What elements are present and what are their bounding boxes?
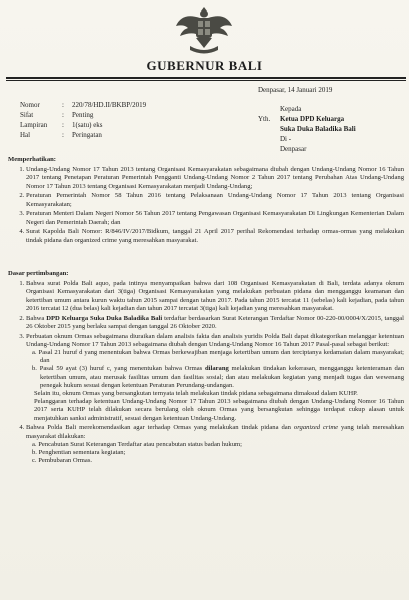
address-line-1: Ketua DPD Keluarga <box>280 115 345 123</box>
sub-item: b. Penghentian sementara kegiatan; <box>32 449 126 457</box>
header-rule-thin <box>6 80 406 81</box>
meta-label: Hal <box>20 131 31 139</box>
sub-item: c. Pembubaran Ormas. <box>32 457 93 465</box>
garuda-emblem-icon <box>174 4 234 56</box>
sub-item: a. Pasal 21 huruf d yang menentukan bahwa Ormas berkewajiban menjaga ketertiban umum dan terciptanya kedamaian dalam masyarakat; dan <box>32 349 404 365</box>
list-item: 2. Bahwa DPD Keluarga Suka Duka Baladika Bali terdaftar berdasarkan Surat Keterangan Terdaftar Nomor 00-220-00/0004/X/2015, tanggal 26 Oktober 2015 yang berlaku sampai dengan tanggal 26 Oktober 2020. <box>26 315 404 331</box>
list-item: 4. Surat Kapolda Bali Nomor: R/846/IV/2017/Bidkum, tanggal 21 April 2017 perihal Rekomendasi terhadap ormas-ormas yang melakukan tindak pidana dan organized crime yang meresahkan masyarakat. <box>26 228 404 244</box>
address-yth: Yth. <box>258 115 271 123</box>
address-line-4: Denpasar <box>280 145 307 153</box>
meta-label: Sifat <box>20 111 34 119</box>
meta-row-sifat: Sifat : Penting <box>20 111 94 119</box>
meta-label: Lampiran <box>20 121 48 129</box>
list-item: 1. Bahwa surat Polda Bali aquo, pada intinya menyampaikan bahwa dari 108 Organisasi Kemasyarakatan di Bali, terdata adanya oknum Organisasi Kemasyarakatan dari 3(tiga) Organisasi Kemasyarakatan yang melakukan perbuatan pidana dan mengganggu keamanan dan ketertiban umum antara kurun waktu tahun 2015 sampai dengan tahun 2017. Pada tahun 2015 tercatat 11 (sebelas) kali kejadian, pada tahun 2016 tercatat 12 (dua belas) kali kejadian dan tahun 2017 tercatat 3(tiga) kali kejadian yang meresahkan masyarakat. <box>26 280 404 313</box>
list-item: 3. Perbuatan oknum Ormas sebagaimana diuraikan dalam analisis fakta dan analisis yuridis Polda Bali dapat dikategorikan melanggar ketentuan Undang-Undang Nomor 17 Tahun 2013 sebagaimana diubah dengan Undang-Undang Nomor 16 Tahun 2017 Pasal-pasal sebagai berikut: a. Pasal 21 huruf d yang menentukan bahwa Ormas berkewajiban menjaga ketertiban umum dan terciptanya kedamaian dalam masyarakat; dan b. Pasal 59 ayat (3) huruf c, yang menentukan bahwa Ormas dilarang melakukan tindakan kekerasan, mengganggu ketenteraman dan ketertiban umum, atau merusak fasilitas umum dan fasilitas sosial; dan atau melakukan kegiatan yang menjadi tugas dan wewenang penegak hukum sesuai dengan ketentuan Peraturan Perundang-undangan. Selain itu, oknum Ormas yang bersangkutan ternyata telah melakukan tindak pidana sebagaimana dimaksud dalam KUHP. Pelanggaran terhadap ketentuan Undang-Undang Nomor 17 Tahun 2013 sebagaimana diubah dengan Undang-Undang Nomor 16 Tahun 2017 serta KUHP telah dilakukan secara berulang oleh oknum Ormas yang bersangkutan sehingga terdapat cukup alasan untuk menjatuhkan sanksi administratif, sesuai dengan ketentuan Undang-Undang. <box>26 333 404 423</box>
meta-row-hal: Hal : Peringatan <box>20 131 102 139</box>
list-item: 1. Undang-Undang Nomor 17 Tahun 2013 tentang Organisasi Kemasyarakatan sebagaimana diubah dengan Undang-Undang Nomor 16 Tahun 2017 tentang Penetapan Peraturan Pemerintah Pengganti Undang-Undang Nomor 2 Tahun 2017 tentang Perubahan Atas Undang-Undang Nomor 17 Tahun 2013 tentang Organisasi Kemasyarakatan menjadi Undang-Undang; <box>26 166 404 191</box>
address-kepada: Kepada <box>280 105 302 113</box>
letter-title: GUBERNUR BALI <box>146 58 263 73</box>
meta-value: 220/78/HD.II/BKBP/2019 <box>72 101 147 109</box>
address-line-2: Suka Duka Baladika Bali <box>280 125 356 133</box>
list-item: 3. Peraturan Menteri Dalam Negeri Nomor 56 Tahun 2017 tentang Pengawasan Organisasi Kemasyarakatan Di Lingkungan Kementerian Dalam Negeri dan Pemerintah Daerah; dan <box>26 210 404 226</box>
section-heading: Memperhatikan: <box>8 156 56 163</box>
meta-row-nomor: Nomor : 220/78/HD.II/BKBP/2019 <box>20 101 147 109</box>
paragraph: Selain itu, oknum Ormas yang bersangkutan ternyata telah melakukan tindak pidana sebagaimana dimaksud dalam KUHP. <box>34 390 358 398</box>
letter-meta <box>20 100 146 140</box>
sub-item: a. Pencabutan Surat Keterangan Terdaftar atau pencabutan status badan hukum; <box>32 440 242 448</box>
meta-row-lampiran: Lampiran : 1(satu) eks <box>20 121 103 129</box>
section-memperhatikan <box>8 156 404 246</box>
letter-date: Denpasar, 14 Januari 2019 <box>258 86 333 94</box>
section-pertimbangan <box>8 270 404 467</box>
meta-value: Penting <box>72 111 94 119</box>
sub-item: b. Pasal 59 ayat (3) huruf c, yang menentukan bahwa Ormas dilarang melakukan tindakan kekerasan, mengganggu ketenteraman dan ketertiban umum, atau merusak fasilitas umum dan fasilitas sosial; dan atau melakukan kegiatan yang menjadi tugas dan wewenang penegak hukum sesuai dengan ketentuan Peraturan Perundang-undangan. <box>32 365 404 389</box>
meta-value: 1(satu) eks <box>72 121 103 129</box>
list-item: 2. Peraturan Pemerintah Nomor 58 Tahun 2016 tentang Pelaksanaan Undang-Undang Nomor 17 Tahun 2013 tentang Organisasi Kemasyarakatan; <box>26 192 404 208</box>
section-heading: Dasar pertimbangan: <box>8 270 69 277</box>
header-rule-thick <box>6 77 406 79</box>
paragraph: Pelanggaran terhadap ketentuan Undang-Undang Nomor 17 Tahun 2013 sebagaimana diubah dengan Undang-Undang Nomor 16 Tahun 2017 serta KUHP telah dilakukan secara berulang oleh oknum Ormas yang bersangkutan sehingga terdapat cukup alasan untuk menjatuhkan sanksi administratif, sesuai dengan ketentuan Undang-Undang. <box>34 398 404 422</box>
meta-label: Nomor <box>20 101 40 109</box>
list-item: 4. Bahwa Polda Bali merekomendasikan agar terhadap Ormas yang melakukan tindak pidana dan organized crime yang telah meresahkan masyarakat dilakukan: a. Pencabutan Surat Keterangan Terdaftar atau pencabutan status badan hukum; b. Penghentian sementara kegiatan; c. Pembubaran Ormas. <box>26 424 404 465</box>
meta-value: Peringatan <box>72 131 102 139</box>
address-line-3: Di - <box>280 135 292 143</box>
